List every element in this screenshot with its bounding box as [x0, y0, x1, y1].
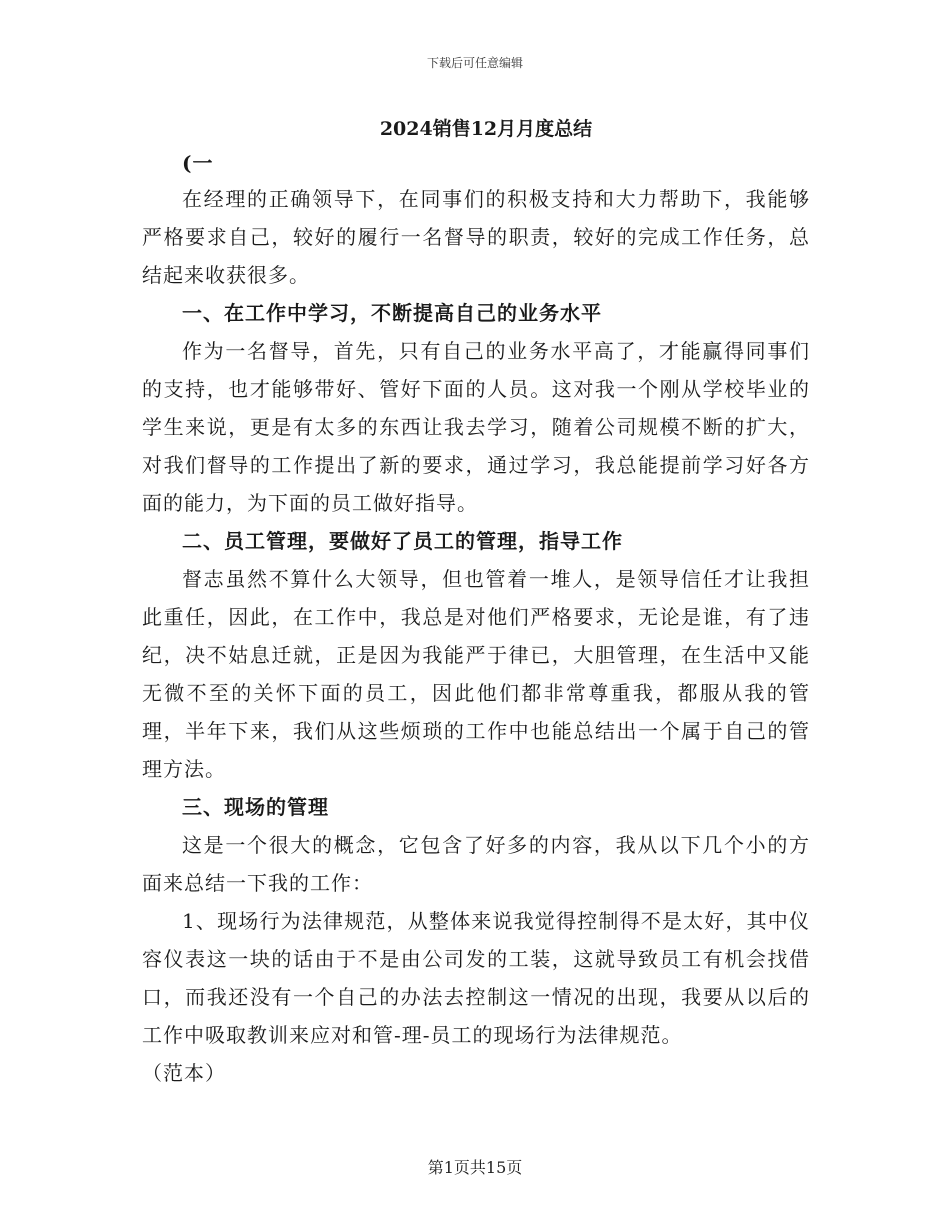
section-heading-3: 三、现场的管理: [182, 795, 329, 819]
document-body: [142, 112, 810, 1092]
paragraph-intro: 在经理的正确领导下，在同事们的积极支持和大力帮助下，我能够严格要求自己，较好的履行一名督导的职责，较好的完成工作任务，总结起来收获很多。: [142, 187, 810, 287]
header-note: 下载后可任意编辑: [426, 56, 523, 70]
document-subhead: (一: [182, 151, 214, 175]
page-number: 第1页共15页: [427, 1158, 523, 1177]
paragraph-3: 这是一个很大的概念，它包含了好多的内容，我从以下几个小的方面来总结一下我的工作：: [142, 833, 810, 895]
paragraph-1: 作为一名督导，首先，只有自己的业务水平高了，才能赢得同事们的支持，也才能够带好、管好下面的人员。这对我一个刚从学校毕业的学生来说，更是有太多的东西让我去学习，随着公司规模不断的扩大，对我们督导的工作提出了新的要求，通过学习，我总能提前学习好各方面的能力，为下面的员工做好指导。: [142, 339, 810, 515]
paragraph-4: 1、现场行为法律规范，从整体来说我觉得控制得不是太好，其中仪容仪表这一块的话由于不是由公司发的工装，这就导致员工有机会找借口，而我还没有一个自己的办法去控制这一情况的出现，我要从以后的工作中吸取教训来应对和管-理-员工的现场行为法律规范。: [142, 909, 810, 1047]
section-heading-1: 一、在工作中学习，不断提高自己的业务水平: [182, 301, 602, 325]
paragraph-2: 督志虽然不算什么大领导，但也管着一堆人，是领导信任才让我担此重任，因此，在工作中，我总是对他们严格要求，无论是谁，有了违纪，决不姑息迁就，正是因为我能严于律已，大胆管理，在生活中又能无微不至的关怀下面的员工，因此他们都非常尊重我，都服从我的管理，半年下来，我们从这些烦琐的工作中也能总结出一个属于自己的管理方法。: [142, 567, 810, 781]
section-heading-2: 二、员工管理，要做好了员工的管理，指导工作: [182, 529, 623, 553]
document-title: 2024销售12月月度总结: [379, 118, 593, 140]
sample-label: （范本）: [142, 1061, 226, 1085]
